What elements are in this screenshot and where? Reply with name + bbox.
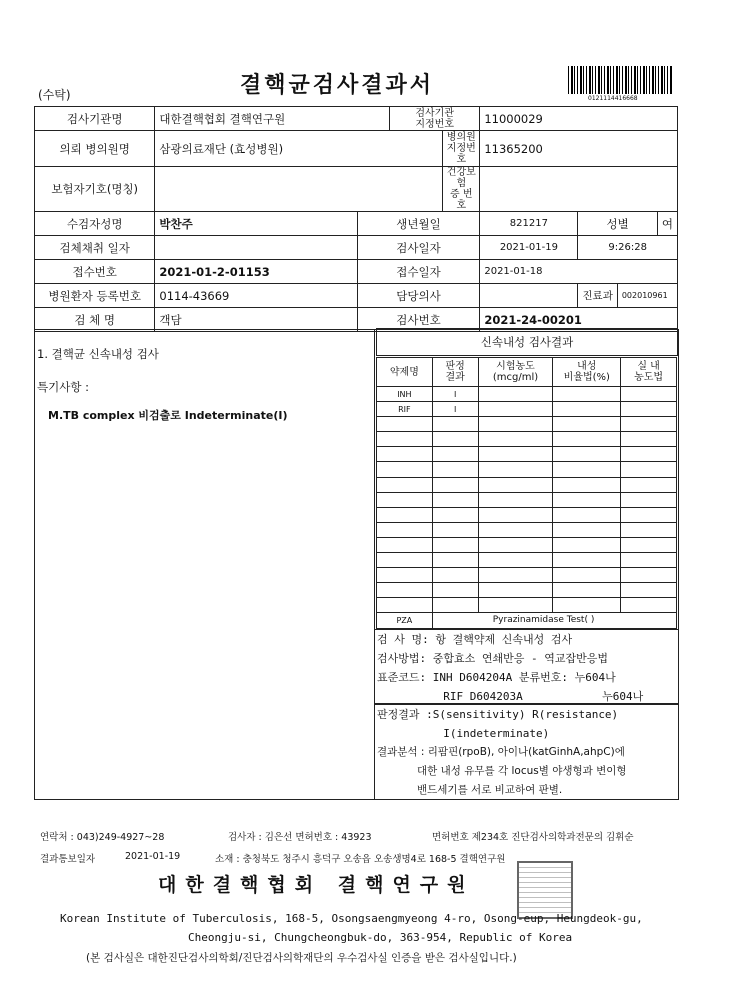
- judgment-line: 대한 내성 유무를 각 locus별 야생형과 변이형: [417, 765, 627, 777]
- collection-label: 검체채취 일자: [35, 236, 155, 260]
- institution-code-label: 검사기관 지정번호: [390, 107, 480, 131]
- judgment-line: 판정결과 :S(sensitivity) R(resistance): [377, 708, 619, 721]
- hospital-code-value: 11365200: [480, 131, 678, 167]
- receipt-no-label: 접수번호: [35, 260, 155, 284]
- method-line: RIF D604203A 누604나: [377, 690, 644, 703]
- specimen-value: 객담: [155, 308, 357, 332]
- institution-label: 검사기관명: [35, 107, 155, 131]
- result-cell: I: [432, 387, 478, 402]
- dept-value: 002010961: [617, 284, 677, 308]
- sex-label: 성별: [578, 212, 657, 236]
- org-name: 대한결핵협회 결핵연구원: [158, 874, 475, 896]
- test-time-value: 9:26:28: [578, 236, 678, 260]
- judgment-line: 결과분석 : 리팜핀(rpoB), 아이나(katGinhA,ahpC)에: [377, 746, 625, 758]
- results-title: 신속내성 검사결과: [376, 328, 678, 356]
- hospital-code-label: 병의원 지정번호: [443, 131, 480, 167]
- judgment-info: [377, 705, 627, 800]
- header-concentration: 시험농도 (mcg/ml): [478, 358, 553, 387]
- judgment-line: I(indeterminate): [377, 727, 550, 740]
- certification-note: (본 검사실은 대한진단검사의학회/진단검사의학재단의 우수검사실 인증을 받은 검사실입니다.): [86, 952, 517, 964]
- results-table: [376, 357, 677, 629]
- doctor-label: 담당의사: [357, 284, 480, 308]
- document-title: 결핵균검사결과서: [240, 73, 435, 98]
- footer-license: 면허번호 제234호 진단검사의학과전문의 김휘순: [432, 832, 634, 843]
- address-en-line1: Korean Institute of Tuberculosis, 168-5, Osongsaengmyeong 4-ro, Osong-eup, Heungdeok-gu,: [60, 912, 643, 925]
- receipt-label: (수탁): [38, 88, 71, 102]
- table-row: [377, 402, 677, 417]
- insurer-label: 보험자기호(명칭): [35, 167, 155, 212]
- test-date-value: 2021-01-19: [480, 236, 578, 260]
- birth-value: 821217: [480, 212, 578, 236]
- footer-phone: 연락처 : 043)249-4927~28: [40, 832, 165, 843]
- dept-label: 진료과: [578, 284, 617, 308]
- patient-value: 박찬주: [155, 212, 357, 236]
- notice-date-label: 결과통보일자: [40, 854, 96, 865]
- header-table: [34, 106, 678, 332]
- patient-label: 수검자성명: [35, 212, 155, 236]
- sex-value: 여: [657, 212, 677, 236]
- footer-address-kr: 소재 : 충청북도 청주시 흥덕구 오송읍 오송생명4로 168-5 결핵연구원: [215, 854, 506, 865]
- address-en-line2: Cheongju-si, Chungcheongbuk-do, 363-954, Republic of Korea: [188, 931, 573, 944]
- insurer-value: [155, 167, 443, 212]
- doctor-value: [480, 284, 578, 308]
- receipt-no-value: 2021-01-2-01153: [155, 260, 357, 284]
- pza-value: Pyrazinamidase Test( ): [432, 613, 676, 628]
- barcode-image: [568, 66, 672, 94]
- drug-cell: INH: [377, 387, 433, 402]
- method-line: 검 사 명: 항 결핵약제 신속내성 검사: [377, 633, 573, 646]
- test-date-label: 검사일자: [357, 236, 480, 260]
- birth-label: 생년월일: [357, 212, 480, 236]
- patient-reg-label: 병원환자 등록번호: [35, 284, 155, 308]
- method-line: 검사방법: 중합효소 연쇄반응 - 역교잡반응법: [377, 652, 609, 665]
- test-item: 1. 결핵균 신속내성 검사: [37, 347, 159, 361]
- hospital-label: 의뢰 병의원명: [35, 131, 155, 167]
- table-row: [377, 387, 677, 402]
- header-actual: 실 내 농도법: [621, 358, 677, 387]
- notice-date-value: 2021-01-19: [125, 851, 181, 862]
- specimen-label: 검 체 명: [35, 308, 155, 332]
- official-seal-stamp: [517, 861, 573, 919]
- footer-inspector: 검사자 : 김은선 면허번호 : 43923: [228, 832, 372, 843]
- method-line: 표준코드: INH D604204A 분류번호: 누604나: [377, 671, 616, 684]
- hospital-value: 삼광의료재단 (효성병원): [155, 131, 443, 167]
- result-cell: I: [432, 402, 478, 417]
- remarks-value: M.TB complex 비검출로 Indeterminate(I): [48, 409, 288, 422]
- judgment-line: 밴드세기를 서로 비교하여 판별.: [417, 784, 563, 796]
- receipt-date-label: 접수일자: [357, 260, 480, 284]
- health-insurance-value: [480, 167, 678, 212]
- test-no-label: 검사번호: [357, 308, 480, 332]
- header-drug: 약제명: [377, 358, 433, 387]
- institution-value: 대한결핵협회 결핵연구원: [155, 107, 390, 131]
- method-info: [377, 630, 643, 706]
- drug-cell: RIF: [377, 402, 433, 417]
- test-no-value: 2021-24-00201: [480, 308, 678, 332]
- institution-code-value: 11000029: [480, 107, 678, 131]
- pza-label: PZA: [377, 613, 433, 628]
- patient-reg-value: 0114-43669: [155, 284, 357, 308]
- receipt-date-value: 2021-01-18: [480, 260, 678, 284]
- collection-value: [155, 236, 357, 260]
- health-insurance-label: 건강보험 증 번 호: [443, 167, 480, 212]
- header-ratio: 내성 비율법(%): [553, 358, 621, 387]
- barcode-number: 0121114416668: [588, 95, 638, 102]
- header-result: 판정 결과: [432, 358, 478, 387]
- remarks-label: 특기사항 :: [37, 380, 89, 394]
